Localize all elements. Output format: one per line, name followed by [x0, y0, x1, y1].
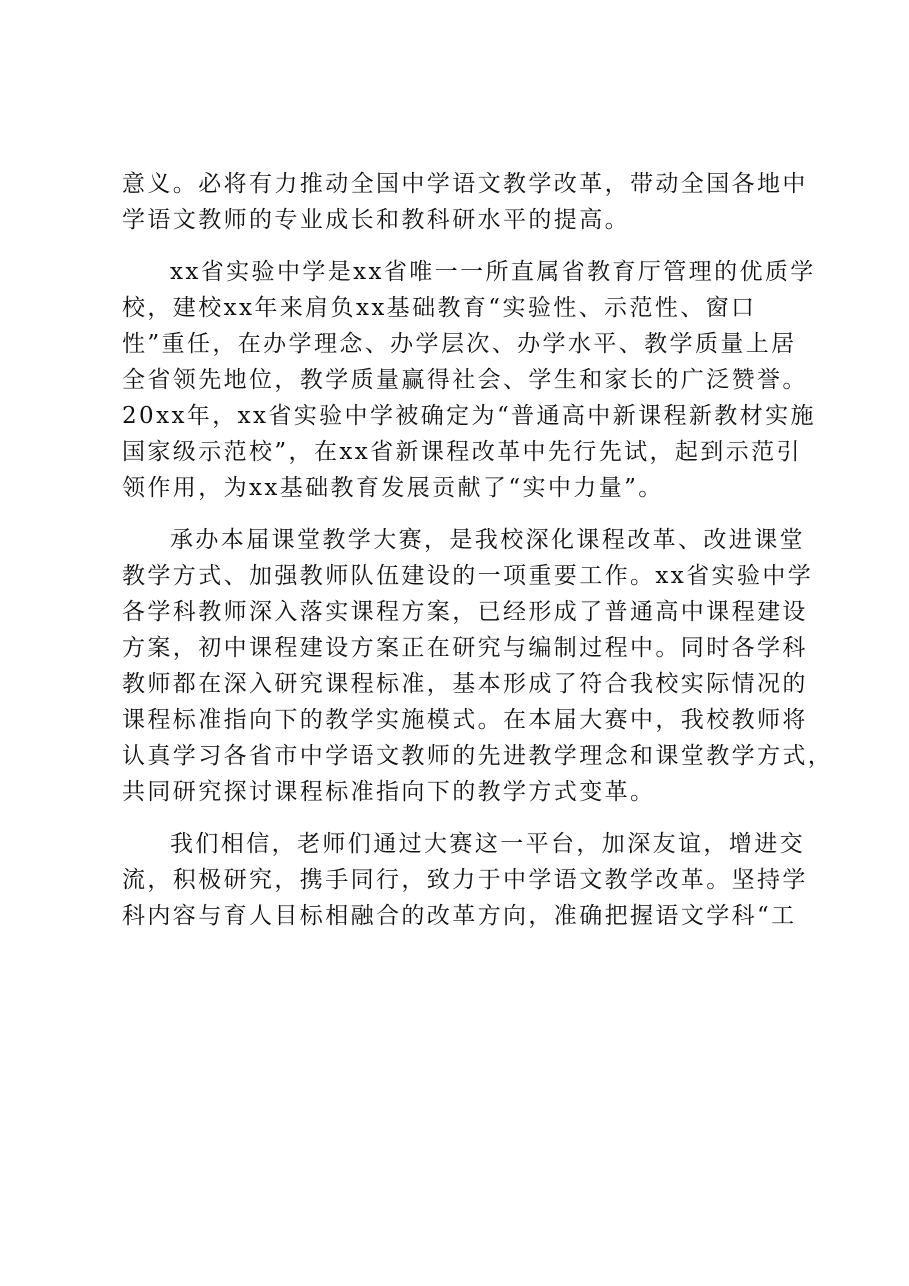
paragraph — [122, 254, 816, 506]
paragraph — [122, 166, 808, 238]
text-line: 性”重任，在办学理念、办学层次、办学水平、教学质量上居 — [122, 331, 797, 357]
text-line: 校，建校xx年来肩负xx基础教育“实验性、示范性、窗口 — [122, 295, 757, 321]
paragraph — [122, 826, 808, 934]
text-line: 国家级示范校”，在xx省新课程改革中先行先试，起到示范引 — [122, 439, 802, 465]
text-line: 流，积极研究，携手同行，致力于中学语文教学改革。坚持学 — [122, 867, 808, 893]
paragraph-spacer — [122, 238, 794, 254]
text-line: 20xx年，xx省实验中学被确定为“普通高中新课程新教材实施 — [122, 403, 816, 429]
document-body — [122, 166, 834, 934]
text-line: 教师都在深入研究课程标准，基本形成了符合我校实际情况的 — [122, 671, 808, 697]
text-line: 学语文教师的专业成长和教科研水平的提高。 — [122, 207, 630, 233]
paragraph-spacer — [122, 810, 794, 826]
paragraph-spacer — [122, 506, 794, 522]
text-line: 课程标准指向下的教学实施模式。在本届大赛中，我校教师将 — [122, 707, 808, 733]
text-line: 全省领先地位，教学质量赢得社会、学生和家长的广泛赞誉。 — [122, 367, 808, 393]
text-line: 认真学习各省市中学语文教师的先进教学理念和课堂教学方式， — [122, 743, 834, 769]
text-line: 教学方式、加强教师队伍建设的一项重要工作。xx省实验中学 — [122, 563, 814, 589]
text-line: 各学科教师深入落实课程方案，已经形成了普通高中课程建设 — [122, 599, 808, 625]
paragraph — [122, 522, 834, 810]
text-line: 科内容与育人目标相融合的改革方向，准确把握语文学科“工 — [122, 903, 797, 929]
text-line: 领作用，为xx基础教育发展贡献了“实中力量”。 — [122, 475, 664, 501]
text-line: 共同研究探讨课程标准指向下的教学方式变革。 — [122, 779, 656, 805]
text-line: 承办本届课堂教学大赛，是我校深化课程改革、改进课堂 — [170, 527, 805, 553]
text-line: xx省实验中学是xx省唯一一所直属省教育厅管理的优质学 — [170, 259, 816, 285]
text-line: 方案，初中课程建设方案正在研究与编制过程中。同时各学科 — [122, 635, 808, 661]
text-line: 我们相信，老师们通过大赛这一平台，加深友谊，增进交 — [170, 831, 805, 857]
text-line: 意义。必将有力推动全国中学语文教学改革，带动全国各地中 — [122, 171, 808, 197]
